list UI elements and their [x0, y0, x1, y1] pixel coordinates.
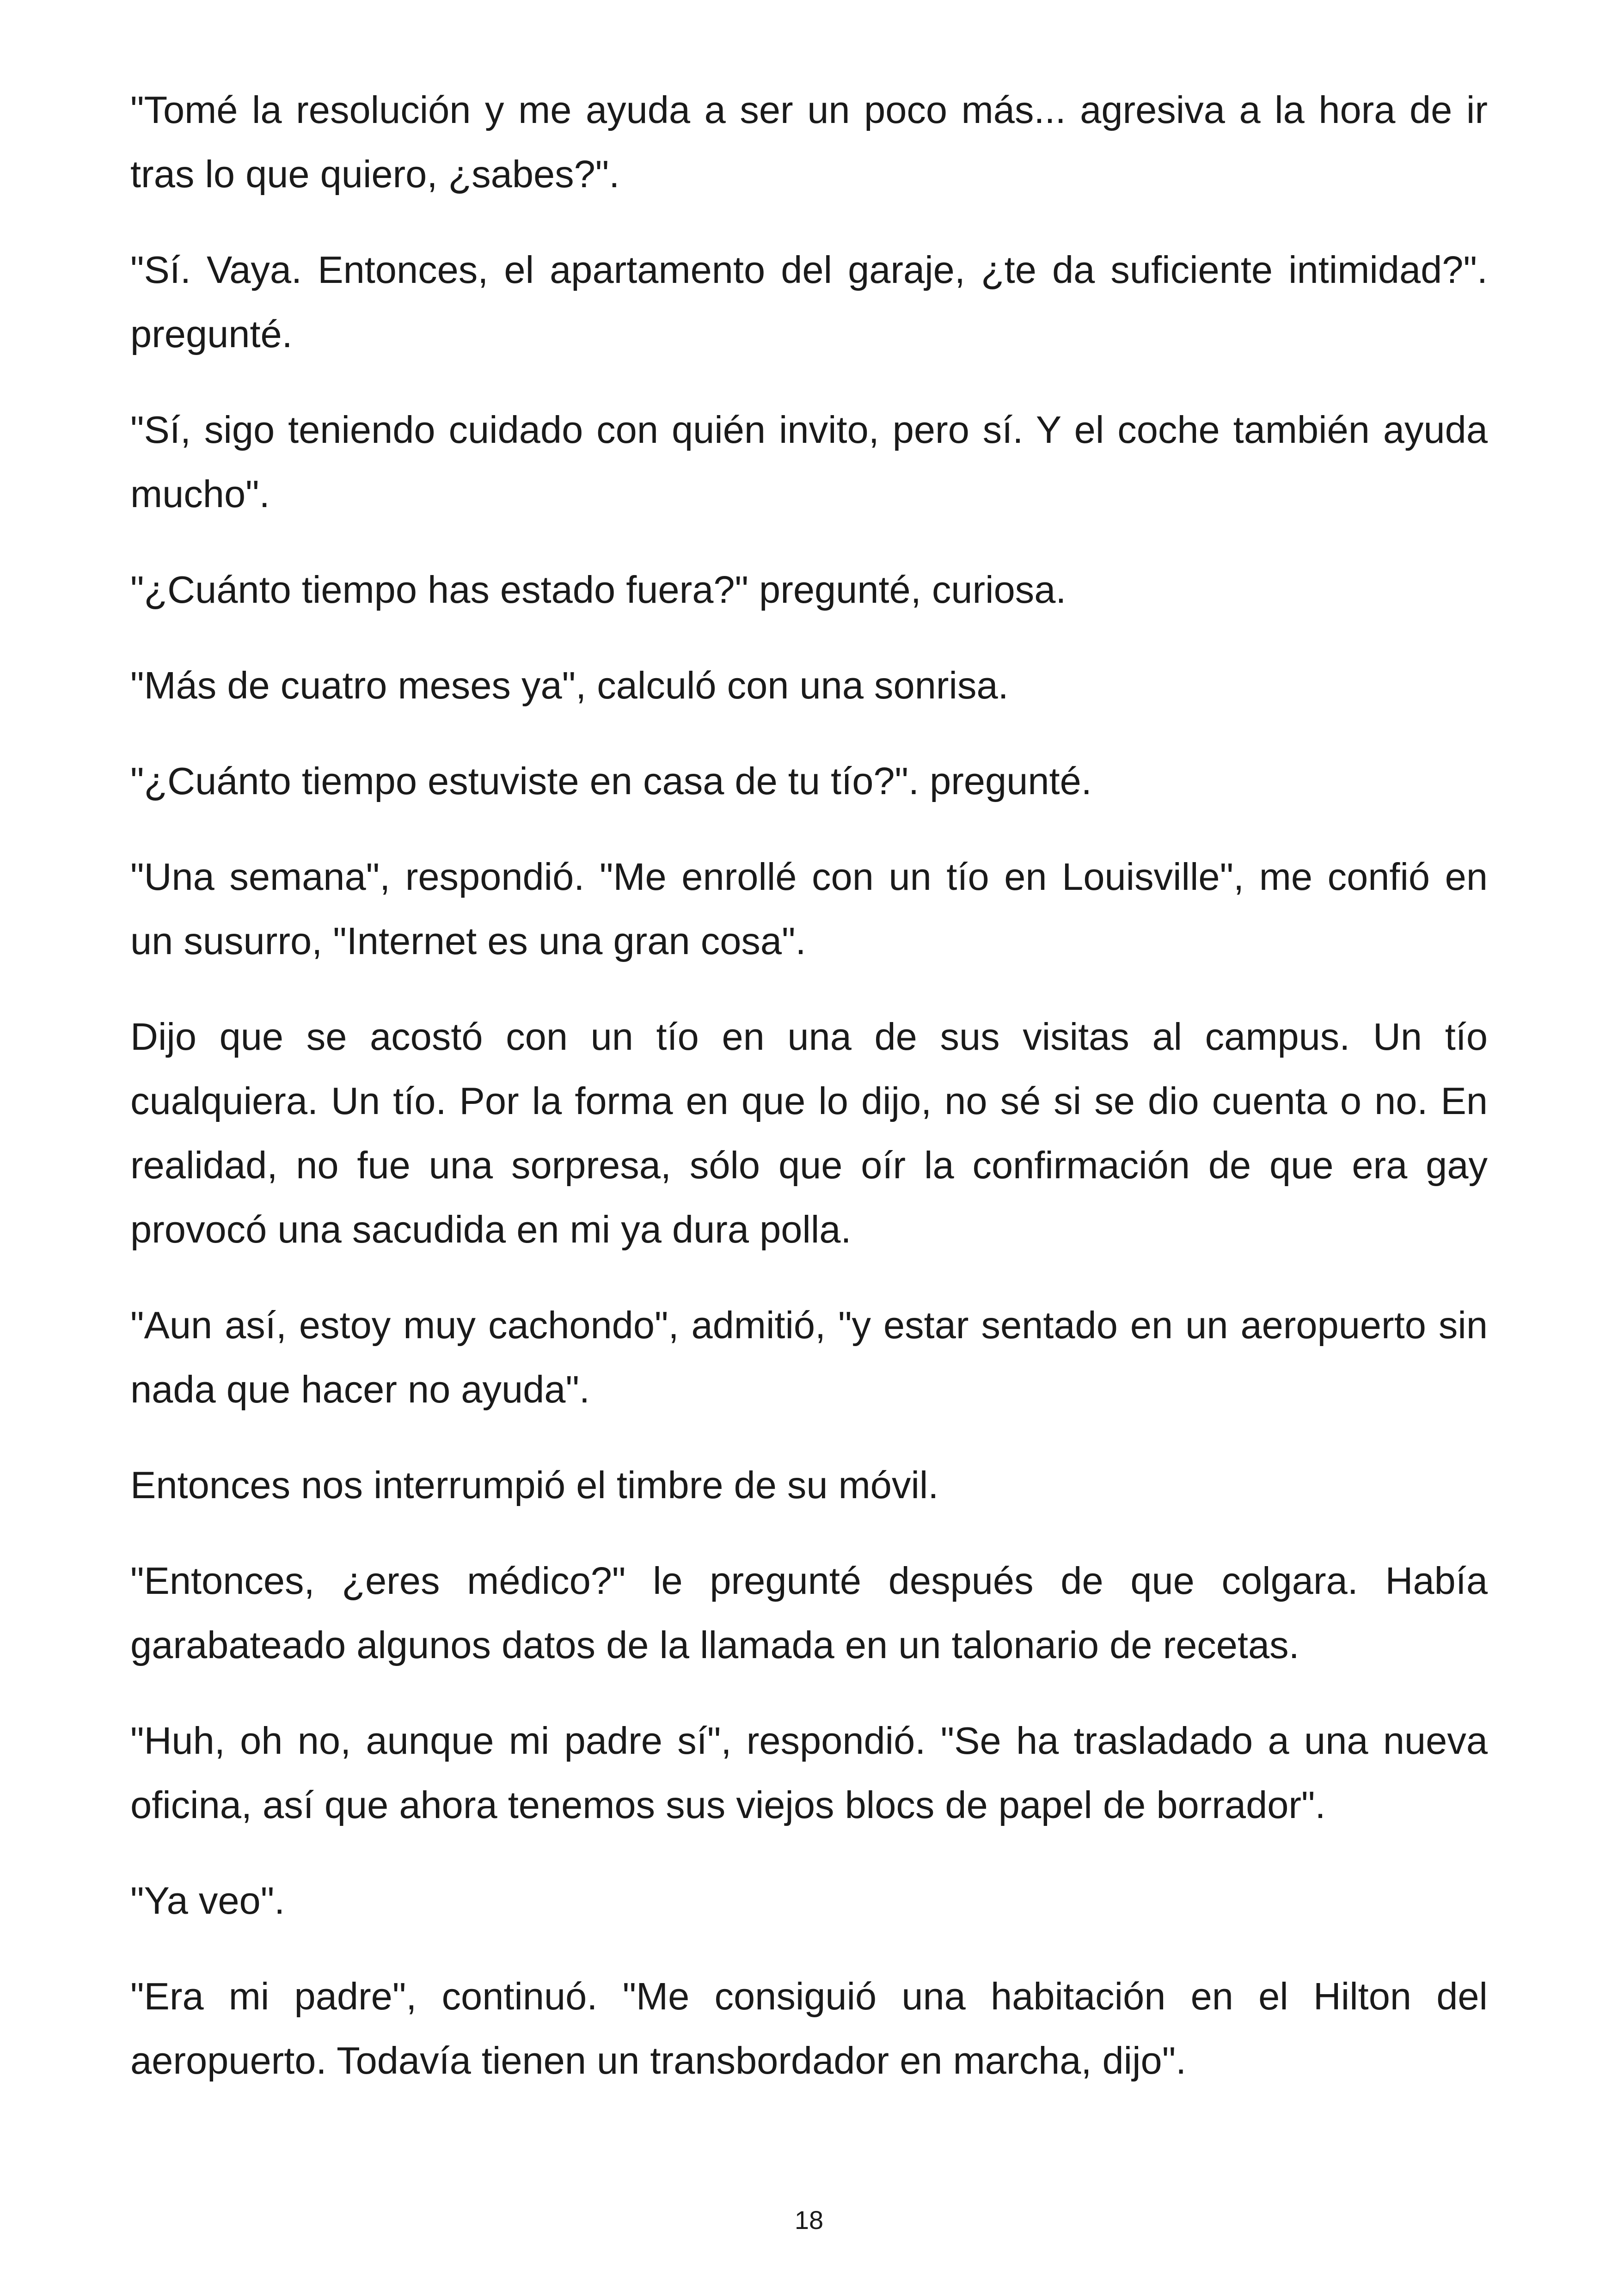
paragraph: "Era mi padre", continuó. "Me consiguió una habitación en el Hilton del aeropuerto. Todavía tienen un transbordador en marcha, dijo".: [130, 1975, 1488, 2082]
paragraph: "¿Cuánto tiempo has estado fuera?" pregunté, curiosa.: [130, 568, 1066, 611]
page-number: 18: [794, 2205, 824, 2235]
paragraph: "Huh, oh no, aunque mi padre sí", respondió. "Se ha trasladado a una nueva oficina, así que ahora tenemos sus viejos blocs de papel de borrador".: [130, 1719, 1488, 1826]
paragraph: "Tomé la resolución y me ayuda a ser un poco más... agresiva a la hora de ir tras lo que quiero, ¿sabes?".: [130, 88, 1488, 196]
paragraph: Dijo que se acostó con un tío en una de sus visitas al campus. Un tío cualquiera. Un tío. Por la forma en que lo dijo, no sé si se dio cuenta o no. En realidad, no fue una sorpresa, sólo que oír la confirmación de que era gay provocó una sacudida en mi ya dura polla.: [130, 1015, 1488, 1251]
paragraph: "Sí. Vaya. Entonces, el apartamento del garaje, ¿te da suficiente intimidad?". pregunté.: [130, 248, 1488, 355]
paragraph: "Sí, sigo teniendo cuidado con quién invito, pero sí. Y el coche también ayuda mucho".: [130, 408, 1488, 515]
body-text: [130, 78, 1488, 2124]
paragraph: "¿Cuánto tiempo estuviste en casa de tu tío?". pregunté.: [130, 759, 1092, 802]
paragraph: "Entonces, ¿eres médico?" le pregunté después de que colgara. Había garabateado algunos datos de la llamada en un talonario de recetas.: [130, 1559, 1488, 1666]
paragraph: Entonces nos interrumpió el timbre de su móvil.: [130, 1463, 939, 1506]
paragraph: "Aun así, estoy muy cachondo", admitió, "y estar sentado en un aeropuerto sin nada que hacer no ayuda".: [130, 1304, 1488, 1411]
paragraph: "Una semana", respondió. "Me enrollé con un tío en Louisville", me confió en un susurro, "Internet es una gran cosa".: [130, 855, 1488, 962]
paragraph: "Más de cuatro meses ya", calculó con una sonrisa.: [130, 664, 1009, 707]
paragraph: "Ya veo".: [130, 1879, 285, 1922]
